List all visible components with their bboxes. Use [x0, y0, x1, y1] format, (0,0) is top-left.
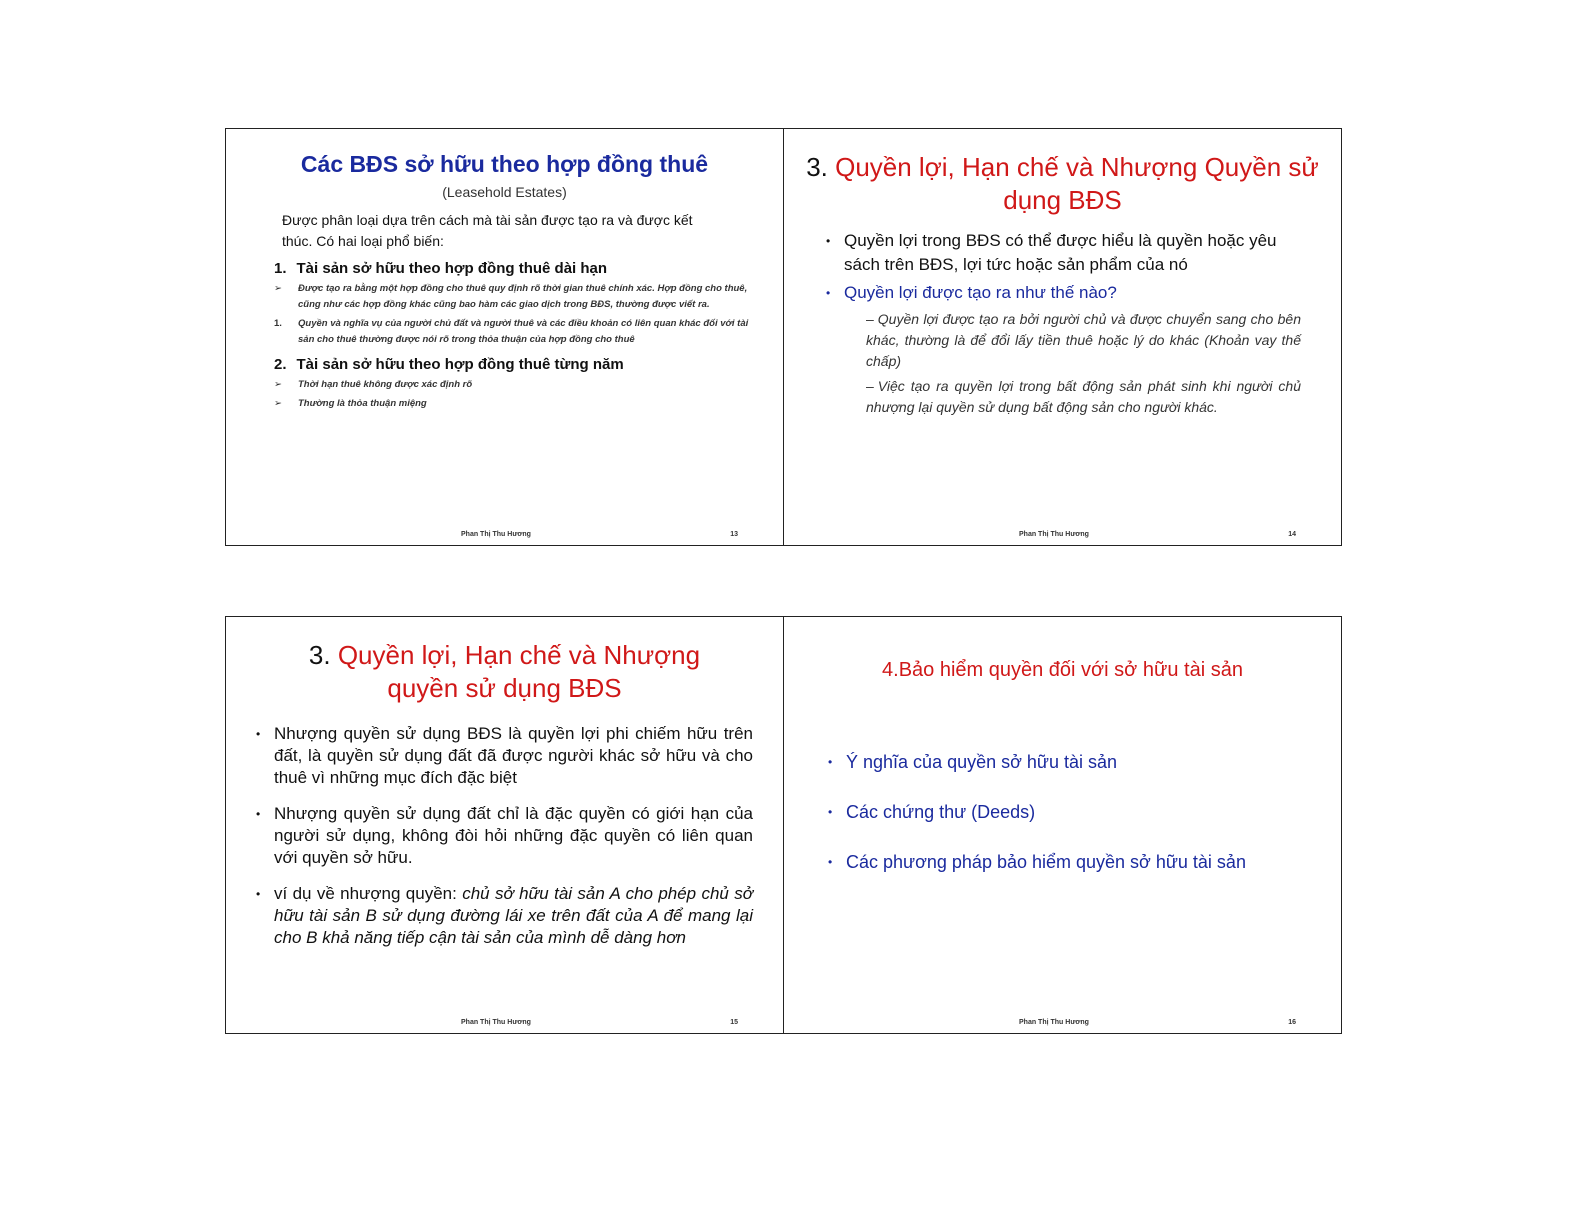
sub-item-text: Việc tạo ra quyền lợi trong bất động sản phát sinh khi người chủ nhượng lại quyền sử dụng bất động sản cho người khác. [866, 378, 1301, 415]
slide-subtitle: (Leasehold Estates) [442, 184, 567, 200]
title-number: 3. [308, 640, 331, 670]
arrow-bullet-icon: ➢ [274, 379, 282, 390]
sub-item [866, 376, 1301, 418]
yearly-details [274, 377, 749, 412]
bullet-list [826, 229, 1301, 418]
page-number: 16 [1288, 1019, 1296, 1026]
page-number: 15 [730, 1019, 738, 1026]
slide-15 [225, 616, 784, 1034]
slide-16 [783, 616, 1342, 1034]
sub-item-text: Quyền lợi được tạo ra bởi người chủ và được chuyển sang cho bên khác, thường là để đổi lấy tiền thuê hoặc lý do khác (Khoản vay thế chấp) [866, 311, 1301, 369]
long-term-details [274, 281, 749, 348]
bullet-icon: • [826, 286, 831, 300]
item-text: Nhượng quyền sử dụng BĐS là quyền lợi phi chiếm hữu trên đất, là quyền sử dụng đất đã được người khác sở hữu và cho thuê vì những mục đích đặc biệt [274, 724, 753, 787]
arrow-bullet-icon: ➢ [274, 283, 282, 294]
arrow-bullet-icon: ➢ [274, 398, 282, 409]
page-number: 13 [730, 531, 738, 538]
example-text: chủ sở hữu tài sản A cho phép chủ sở hữu tài sản B sử dụng đường lái xe trên đất của A để mang lại cho B khả năng tiếp cận tài sản của mình dễ dàng hơn [274, 884, 754, 947]
detail-text: Quyền và nghĩa vụ của người chủ đất và người thuê và các điều khoản có liên quan khác đối với tài sản cho thuê thường được nói rõ trong thỏa thuận của hợp đồng cho thuê [298, 318, 749, 345]
footer-author: Phan Thị Thu Hương [461, 531, 531, 538]
example-lead: ví dụ về nhượng quyền: [274, 884, 463, 903]
slide-13 [225, 128, 784, 546]
item-text: Quyền lợi được tạo ra như thế nào? [844, 283, 1117, 302]
footer-author: Phan Thị Thu Hương [1019, 1019, 1089, 1026]
list-number: 1. [274, 318, 282, 329]
footer-author: Phan Thị Thu Hương [461, 1019, 531, 1026]
item-text: Các phương pháp bảo hiểm quyền sở hữu tài sản [846, 852, 1246, 872]
title-number: 3. [806, 152, 828, 182]
list-item [826, 229, 1301, 277]
heading-yearly [274, 356, 783, 373]
bullet-list [256, 723, 753, 949]
heading-text: Tài sản sở hữu theo hợp đồng thuê từng năm [296, 356, 624, 373]
bullet-icon: • [256, 807, 261, 821]
detail-text: Thường là thỏa thuận miệng [298, 398, 427, 409]
sub-item [866, 309, 1301, 372]
slide-title: Các BĐS sở hữu theo hợp đồng thuê [300, 151, 709, 177]
list-item [256, 883, 753, 949]
dash-icon: – [866, 378, 874, 394]
title-text: Quyền lợi, Hạn chế và Nhượng Quyền sử dụng BĐS [835, 152, 1319, 215]
heading-number: 1. [274, 260, 287, 277]
bullet-icon: • [256, 727, 261, 741]
list-item [828, 750, 1341, 774]
detail-text: Được tạo ra bằng một hợp đồng cho thuê quy định rõ thời gian thuê chính xác. Hợp đồng cho thuê, cũng như các hợp đồng khác cũng bao hàm các giao dịch trong BĐS, thường được viết ra. [298, 283, 748, 310]
bullet-icon: • [828, 755, 833, 769]
heading-number: 2. [274, 356, 287, 373]
list-item [256, 723, 753, 789]
bullet-list [828, 750, 1341, 874]
title-text: Quyền lợi, Hạn chế và Nhượng quyền sử dụng BĐS [337, 640, 701, 703]
list-item [826, 281, 1301, 305]
slide-title [784, 151, 1341, 217]
bullet-icon: • [256, 887, 261, 901]
heading-long-term [274, 260, 783, 277]
bullet-icon: • [828, 855, 833, 869]
slide-title: 4.Bảo hiểm quyền đối với sở hữu tài sản [882, 659, 1243, 681]
list-item [828, 800, 1341, 824]
list-item [256, 803, 753, 869]
item-text: Quyền lợi trong BĐS có thể được hiểu là quyền hoặc yêu sách trên BĐS, lợi tức hoặc sản phẩm của nó [844, 231, 1277, 274]
slide-title [226, 639, 783, 705]
item-text: Các chứng thư (Deeds) [846, 802, 1036, 822]
item-text: Ý nghĩa của quyền sở hữu tài sản [846, 752, 1118, 772]
slide-14 [783, 128, 1342, 546]
list-item [828, 850, 1341, 874]
item-text: Nhượng quyền sử dụng đất chỉ là đặc quyền có giới hạn của người sử dụng, không đòi hỏi những đặc quyền có liên quan với quyền sở hữu. [274, 804, 753, 867]
bullet-icon: • [826, 234, 831, 248]
dash-icon: – [866, 311, 874, 327]
heading-text: Tài sản sở hữu theo hợp đồng thuê dài hạn [296, 260, 608, 277]
footer-author: Phan Thị Thu Hương [1019, 531, 1089, 538]
page-number: 14 [1288, 531, 1296, 538]
detail-text: Thời hạn thuê không được xác định rõ [298, 379, 473, 390]
intro-text: Được phân loại dựa trên cách mà tài sản được tạo ra và được kết thúc. Có hai loại phổ biến: [282, 212, 693, 249]
bullet-icon: • [828, 805, 833, 819]
